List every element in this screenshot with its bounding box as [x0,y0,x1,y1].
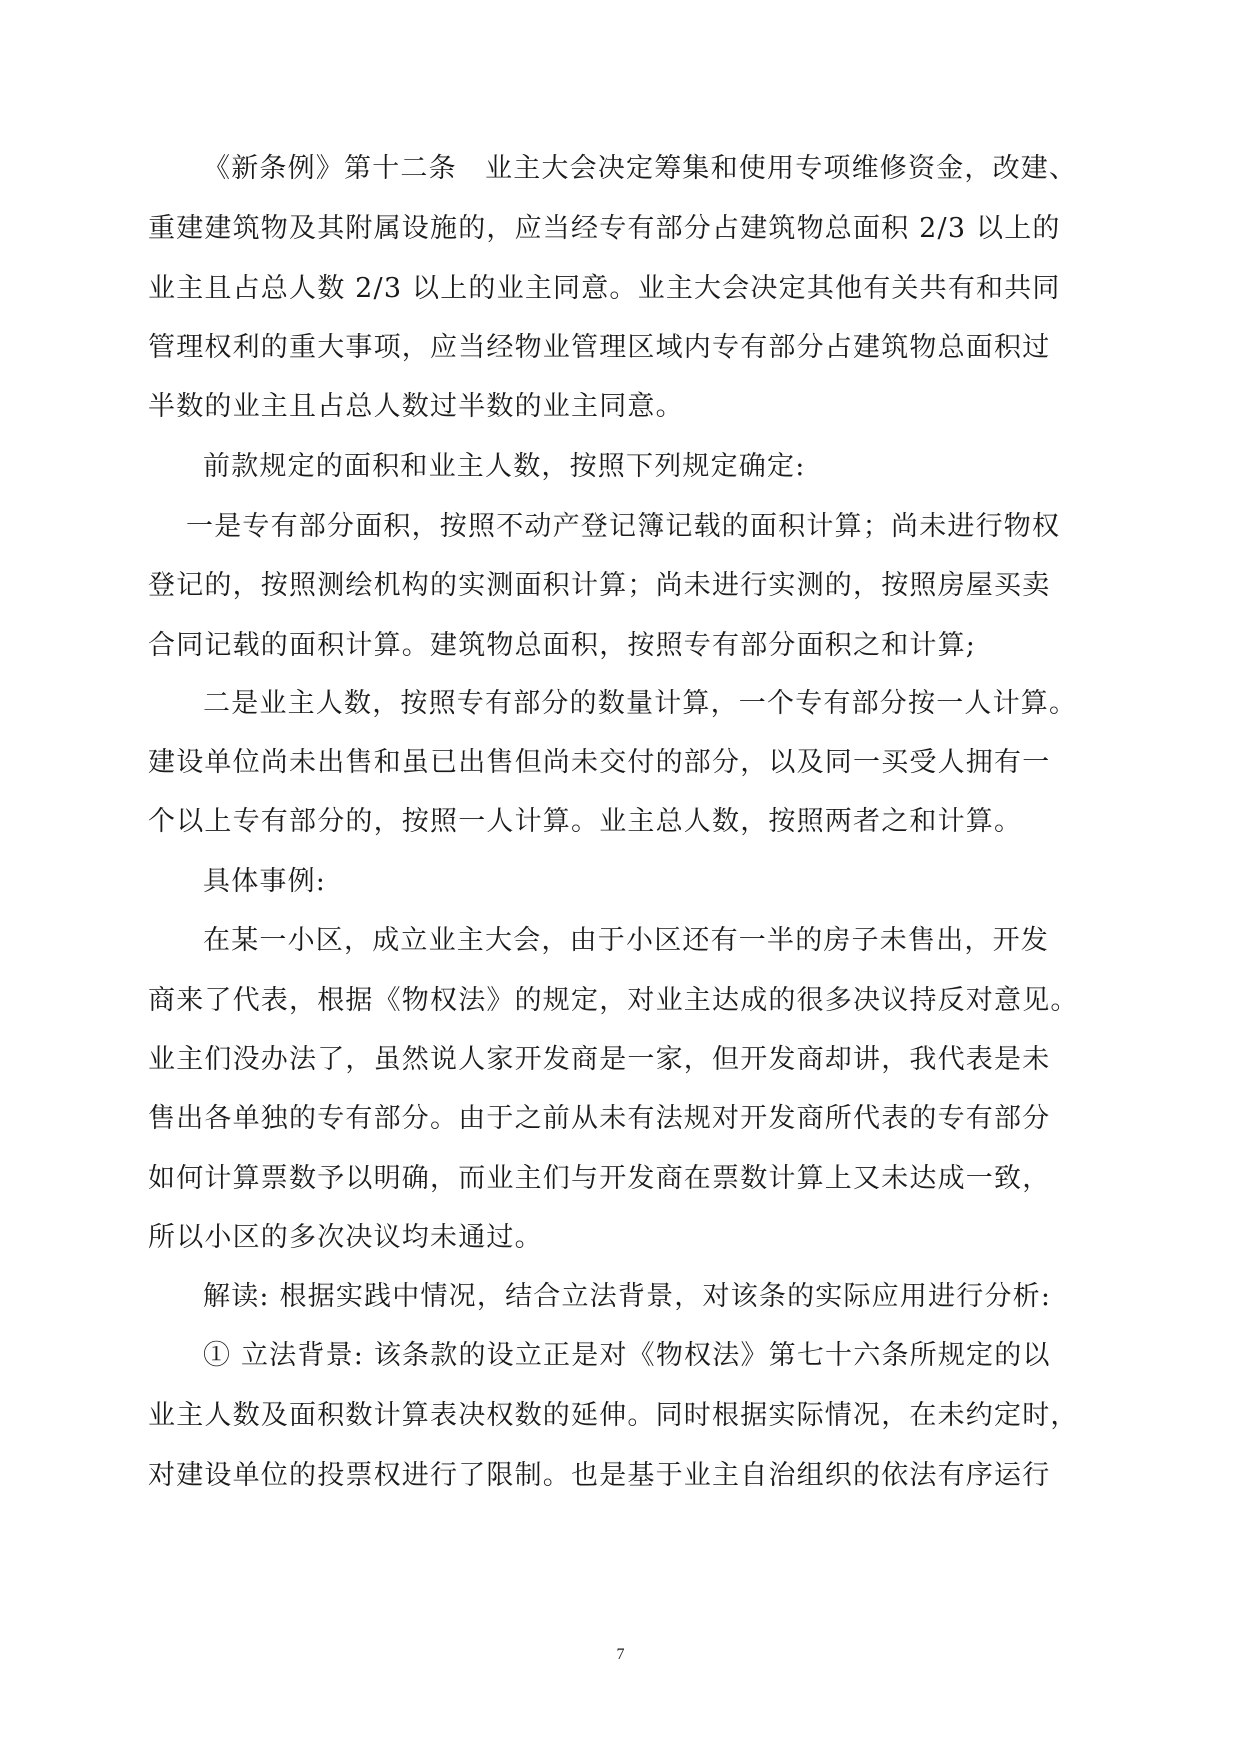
text-line: 商来了代表，根据《物权法》的规定，对业主达成的很多决议持反对意见。 [148,985,1079,1016]
text-line: ① 立法背景: 该条款的设立正是对《物权法》第七十六条所规定的以 [203,1340,1051,1371]
text-line: 前款规定的面积和业主人数，按照下列规定确定: [203,451,806,482]
text-line: 对建设单位的投票权进行了限制。也是基于业主自治组织的依法有序运行 [148,1460,1051,1491]
text-line: 售出各单独的专有部分。由于之前从未有法规对开发商所代表的专有部分 [148,1103,1051,1134]
text-line: 具体事例: [203,866,327,897]
text-line: 所以小区的多次决议均未通过。 [148,1222,543,1253]
text-line: 解读: 根据实践中情况，结合立法背景，对该条的实际应用进行分析: [203,1281,1052,1312]
text-line: 登记的，按照测绘机构的实测面积计算；尚未进行实测的，按照房屋买卖 [148,570,1051,601]
text-line: 在某一小区，成立业主大会，由于小区还有一半的房子未售出，开发 [203,925,1049,956]
text-line: 业主且占总人数 2/3 以上的业主同意。业主大会决定其他有关共有和共同 [148,273,1061,304]
text-line: 业主们没办法了，虽然说人家开发商是一家，但开发商却讲，我代表是未 [148,1044,1051,1075]
text-line: 管理权利的重大事项，应当经物业管理区域内专有部分占建筑物总面积过 [148,332,1051,363]
text-line: 业主人数及面积数计算表决权数的延伸。同时根据实际情况，在未约定时， [148,1400,1079,1431]
text-line: 如何计算票数予以明确，而业主们与开发商在票数计算上又未达成一致， [148,1163,1051,1194]
text-line: 重建建筑物及其附属设施的，应当经专有部分占建筑物总面积 2/3 以上的 [148,213,1061,244]
text-line: 半数的业主且占总人数过半数的业主同意。 [148,391,684,422]
text-line: 个以上专有部分的，按照一人计算。业主总人数，按照两者之和计算。 [148,806,1023,837]
text-line: 二是业主人数，按照专有部分的数量计算，一个专有部分按一人计算。 [203,688,1078,719]
page-number: 7 [616,1646,625,1663]
text-line: 《新条例》第十二条 业主大会决定筹集和使用专项维修资金，改建、 [203,153,1078,184]
text-line: 合同记载的面积计算。建筑物总面积，按照专有部分面积之和计算; [148,630,977,661]
text-line: 建设单位尚未出售和虽已出售但尚未交付的部分，以及同一买受人拥有一 [148,747,1051,778]
text-line: 一是专有部分面积，按照不动产登记簿记载的面积计算；尚未进行物权 [186,511,1061,542]
